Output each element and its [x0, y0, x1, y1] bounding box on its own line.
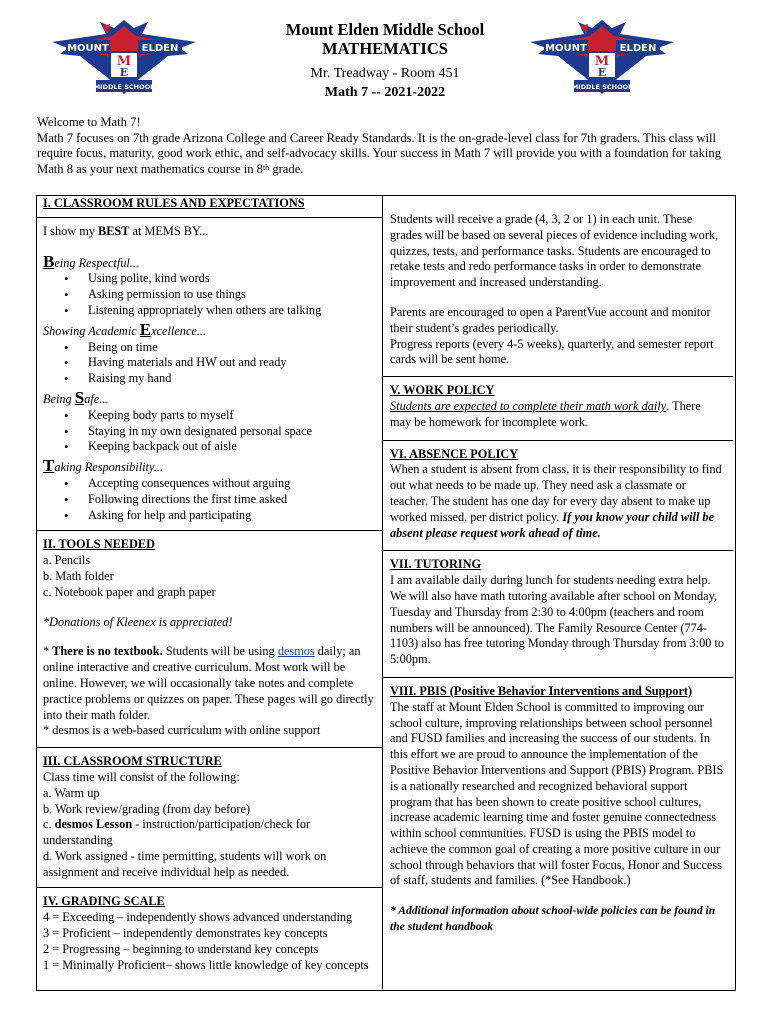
- grading-item: 3 = Proficient – independently demonstrates key concepts: [43, 926, 328, 941]
- handbook-note: * Additional information about school-wide policies can be found in the student handbook: [390, 904, 716, 934]
- structure-item: [43, 817, 376, 849]
- trait-pre: Being: [43, 391, 75, 406]
- subject-title: MATHEMATICS: [322, 39, 448, 58]
- absence-policy: [390, 462, 724, 541]
- list-item: • Accepting consequences without arguing: [64, 476, 376, 492]
- trait-letter: B: [43, 251, 55, 271]
- divider: [36, 747, 383, 748]
- trait-pre: Showing Academic: [43, 323, 140, 338]
- rules-intro-pre: I show my: [43, 223, 98, 238]
- intro-body-end: grade.: [269, 161, 304, 176]
- divider: [382, 550, 733, 551]
- structure-c-bold: desmos Lesson: [54, 817, 133, 832]
- trait-list: [43, 408, 376, 455]
- work-policy-post: . There may be homework for incomplete work.: [390, 398, 701, 429]
- logo-monogram-m: M: [116, 54, 132, 69]
- section-tutoring-title: VII. TUTORING: [390, 557, 482, 572]
- logo-word-left: MOUNT: [67, 43, 109, 54]
- textbook-bold: There is no textbook.: [52, 644, 163, 659]
- section-pbis-title: VIII. PBIS (Positive Behavior Interventions and Support): [390, 683, 693, 698]
- structure-intro: Class time will consist of the following:: [43, 769, 240, 784]
- section-tools-title: II. TOOLS NEEDED: [43, 537, 155, 552]
- work-policy: [390, 399, 724, 431]
- list-item: • Having materials and HW out and ready: [64, 355, 376, 371]
- trait-letter: T: [43, 456, 55, 476]
- grading-detail: Students will receive a grade (4, 3, 2 or 1) in each unit. These grades will be based on several pieces of evidence including work, quizzes, tests, and performance tasks. Students are encouraged to retake tests and redo performance tasks in order to demonstrate improvement and increased understanding.: [390, 212, 719, 290]
- list-item: • Keeping body parts to myself: [64, 408, 376, 424]
- trait-post: xcellence...: [151, 323, 207, 338]
- section-grading-title: IV. GRADING SCALE: [43, 894, 165, 909]
- tools-item: b. Math folder: [43, 568, 114, 583]
- intro-greeting: Welcome to Math 7!: [37, 115, 141, 129]
- logo-monogram-e: E: [119, 66, 129, 79]
- trait-post: eing Respectful...: [54, 255, 140, 270]
- trait-heading: [43, 319, 376, 340]
- intro-body-text: Math 7 focuses on 7th grade Arizona College and Career Ready Standards. It is the on-grade-level class for 7th graders. This class will require focus, maturity, good work ethic, and self-advocacy skills. Your success in Math 7 will provide you with a foundation for taking Math 8 as your next mathematics course in 8: [37, 130, 722, 176]
- tools-item: a. Pencils: [43, 553, 91, 568]
- pbis-body: The staff at Mount Elden School is committed to improving our school culture, improving relationships between school personnel and FUSD families and increasing the success of our students. In this effort we are proud to announce the implementation of the Positive Behavior Interventions and Support (PBIS) Program. PBIS is a nationally researched and recognized behavioral support program that has been shown to create positive school cultures, increase academic learning time and foster genuine connectedness within school communities. FUSD is using the PBIS model to achieve the common goal of creating a more positive culture in our school through behaviors that will foster Focus, Honor and Success of staff, students and families. (*See Handbook.): [390, 699, 724, 888]
- intro-body: [37, 131, 737, 178]
- teacher-room: Mr. Treadway - Room 451: [310, 66, 460, 81]
- absence-bold: If you know your child will be absent please request work ahead of time.: [390, 509, 715, 540]
- structure-c-pre: c.: [43, 817, 55, 832]
- trait-list: [43, 271, 376, 318]
- list-item: • Keeping backpack out of aisle: [64, 439, 376, 455]
- school-name: Mount Elden Middle School: [285, 20, 485, 39]
- logo-monogram-e: E: [597, 66, 607, 79]
- right-column: [390, 212, 724, 935]
- rules-intro-best: BEST: [98, 223, 130, 238]
- course-title: Math 7 -- 2021-2022: [324, 85, 446, 100]
- divider: [36, 217, 383, 218]
- trait-heading: [43, 251, 376, 272]
- textbook-pre: *: [43, 644, 53, 659]
- page-header: [0, 20, 770, 102]
- list-item: • Following directions the first time asked: [64, 492, 376, 508]
- structure-item: b. Work review/grading (from day before): [43, 801, 251, 816]
- structure-c-post: - instruction/participation/check for understanding: [43, 817, 311, 848]
- desmos-note: * desmos is a web-based curriculum with online support: [43, 723, 321, 738]
- divider: [382, 376, 733, 377]
- logo-bottom-text: MIDDLE SCHOOL: [93, 83, 155, 91]
- section-work-title: V. WORK POLICY: [390, 383, 495, 398]
- list-item: • Raising my hand: [64, 371, 376, 387]
- logo-word-left: MOUNT: [545, 43, 587, 54]
- intro-section: [37, 115, 737, 177]
- trait-heading: [43, 387, 376, 408]
- absence-body: When a student is absent from class, it is their responsibility to find out what needs to be made up. They need ask a classmate or teacher. The student has one day for every day absent to make up worked missed, per district policy.: [390, 462, 722, 524]
- logo-monogram-m: M: [594, 54, 610, 69]
- grading-item: 1 = Minimally Proficient– shows little knowledge of key concepts: [43, 957, 369, 972]
- trait-heading: [43, 458, 376, 476]
- work-policy-italic: Students are expected to complete their math work daily: [390, 398, 667, 413]
- list-item: • Asking permission to use things: [64, 287, 376, 303]
- grading-item: 2 = Progressing – beginning to understand key concepts: [43, 941, 319, 956]
- logo-word-right: ELDEN: [619, 43, 657, 54]
- list-item: • Being on time: [64, 340, 376, 356]
- list-item: • Asking for help and participating: [64, 508, 376, 524]
- trait-list: [43, 340, 376, 387]
- intro-sup: th: [262, 162, 270, 172]
- divider: [382, 440, 733, 441]
- section-absence-title: VI. ABSENCE POLICY: [390, 446, 519, 461]
- structure-item: d. Work assigned - time permitting, students will work on assignment and receive individual help as needed.: [43, 848, 327, 879]
- tutoring-body: I am available daily during lunch for students needing extra help. We will also have math tutoring available after school on Monday, Tuesday and Thursday from 2:30 to 4:00pm (teachers and room numbers will be announced). The Family Resource Center (774-1103) also has free tutoring Monday through Thursday from 3:00 to 5:00pm.: [390, 573, 725, 667]
- trait-letter: E: [139, 319, 152, 339]
- section-structure-title: III. CLASSROOM STRUCTURE: [43, 754, 222, 769]
- progress-reports-note: Progress reports (every 4-5 weeks), quarterly, and semester report cards will be sent home.: [390, 336, 714, 367]
- donation-note: *Donations of Kleenex is appreciated!: [43, 614, 233, 629]
- desmos-link[interactable]: desmos: [277, 644, 315, 659]
- logo-bottom-text: MIDDLE SCHOOL: [571, 83, 633, 91]
- list-item: • Using polite, kind words: [64, 271, 376, 287]
- trait-post: aking Responsibility...: [54, 460, 163, 475]
- parentvue-note: Parents are encouraged to open a ParentVue account and monitor their student’s grades periodically.: [390, 304, 711, 335]
- trait-letter: S: [74, 387, 85, 407]
- logo-word-right: ELDEN: [141, 43, 179, 54]
- list-item: • Staying in my own designated personal space: [64, 424, 376, 440]
- section-rules-title: I. CLASSROOM RULES AND EXPECTATIONS: [43, 196, 305, 210]
- divider: [36, 530, 383, 531]
- grading-item: 4 = Exceeding – independently shows advanced understanding: [43, 910, 353, 925]
- divider: [382, 677, 733, 678]
- divider: [36, 887, 383, 888]
- column-divider: [382, 196, 383, 989]
- list-item: • Listening appropriately when others are talking: [64, 303, 376, 319]
- textbook-note: [43, 644, 376, 723]
- structure-item: a. Warm up: [43, 785, 100, 800]
- left-column: [43, 196, 376, 973]
- trait-list: [43, 476, 376, 523]
- textbook-mid: Students will be using: [162, 644, 278, 659]
- rules-intro-post: at MEMS BY...: [129, 223, 209, 238]
- trait-post: afe...: [84, 391, 109, 406]
- tools-item: c. Notebook paper and graph paper: [43, 584, 216, 599]
- rules-intro: [43, 224, 376, 240]
- textbook-post: daily; an online interactive and creative curriculum. Most work will be online. However, we will occasionally take notes and complete practice problems or quizzes on paper. These pages will go directly into their math folder.: [43, 644, 374, 722]
